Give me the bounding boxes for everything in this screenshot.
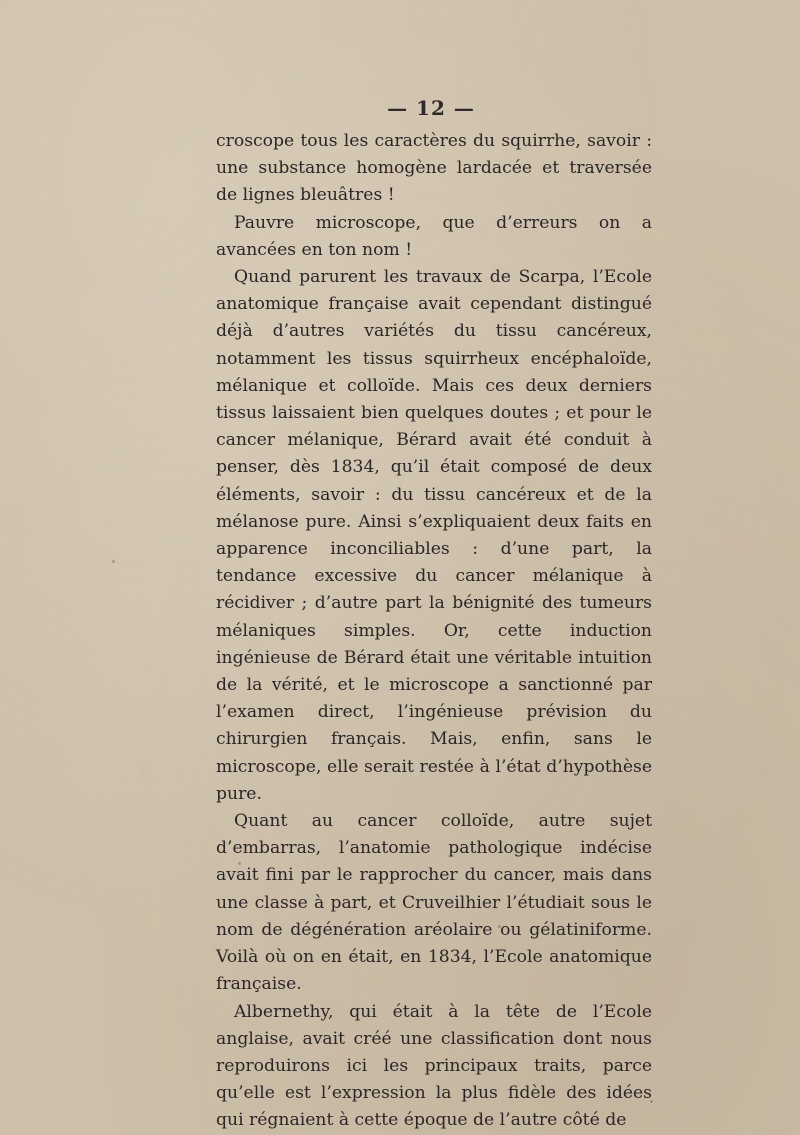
- paper-speck: [650, 1100, 653, 1103]
- paragraph-5: Albernethy, qui était à la tête de l’Ecole anglaise, avait créé une classification dont nous reproduirons ici les principaux traits, parce qu’elle est l’expression la plus fidèle des idées qui régnaient à cette époque de l’autre côté de: [216, 1001, 652, 1131]
- paragraph-4: Quant au cancer colloïde, autre sujet d’embarras, l’anatomie pathologique indécise avait fini par le rapprocher du cancer, mais dans une classe à part, et Cruveilhier l’étudiait sous le nom de dégénération aréolaire ou gélatiniforme. Voilà où on en était, en 1834, l’Ecole anatomique française.: [216, 811, 652, 995]
- paper-speck: [498, 925, 501, 928]
- paragraph-1: croscope tous les caractères du squirrhe, savoir : une substance homogène lardacée et traversée de lignes bleuâtres !: [216, 131, 652, 206]
- paragraph-3: Quand parurent les travaux de Scarpa, l’Ecole anatomique française avait cependant distingué déjà d’autres variétés du tissu cancéreux, notamment les tissus squirrheux encéphaloïde, mélanique et colloïde. Mais ces deux derniers tissus laissaient bien quelques doutes ; et pour le cancer mélanique, Bérard avait été conduit à penser, dès 1834, qu’il était composé de deux éléments, savoir : du tissu cancéreux et de la mélanose pure. Ainsi s’expliquaient deux faits en apparence inconciliables : d’une part, la tendance excessive du cancer mélanique à récidiver ; d’autre part la bénignité des tumeurs mélaniques simples. Or, cette induction ingénieuse de Bérard était une véritable intuition de la vérité, et le microscope a sanctionné par l’examen direct, l’ingénieuse prévision du chirurgien français. Mais, enfin, sans le microscope, elle serait restée à l’état d’hypothèse pure.: [216, 267, 652, 804]
- paper-speck: [112, 560, 115, 563]
- page-number: — 12 —: [387, 96, 475, 120]
- body-text: [216, 128, 652, 1135]
- paper-speck: [238, 862, 241, 865]
- paragraph-2: Pauvre microscope, que d’erreurs on a avancées en ton nom !: [216, 212, 652, 260]
